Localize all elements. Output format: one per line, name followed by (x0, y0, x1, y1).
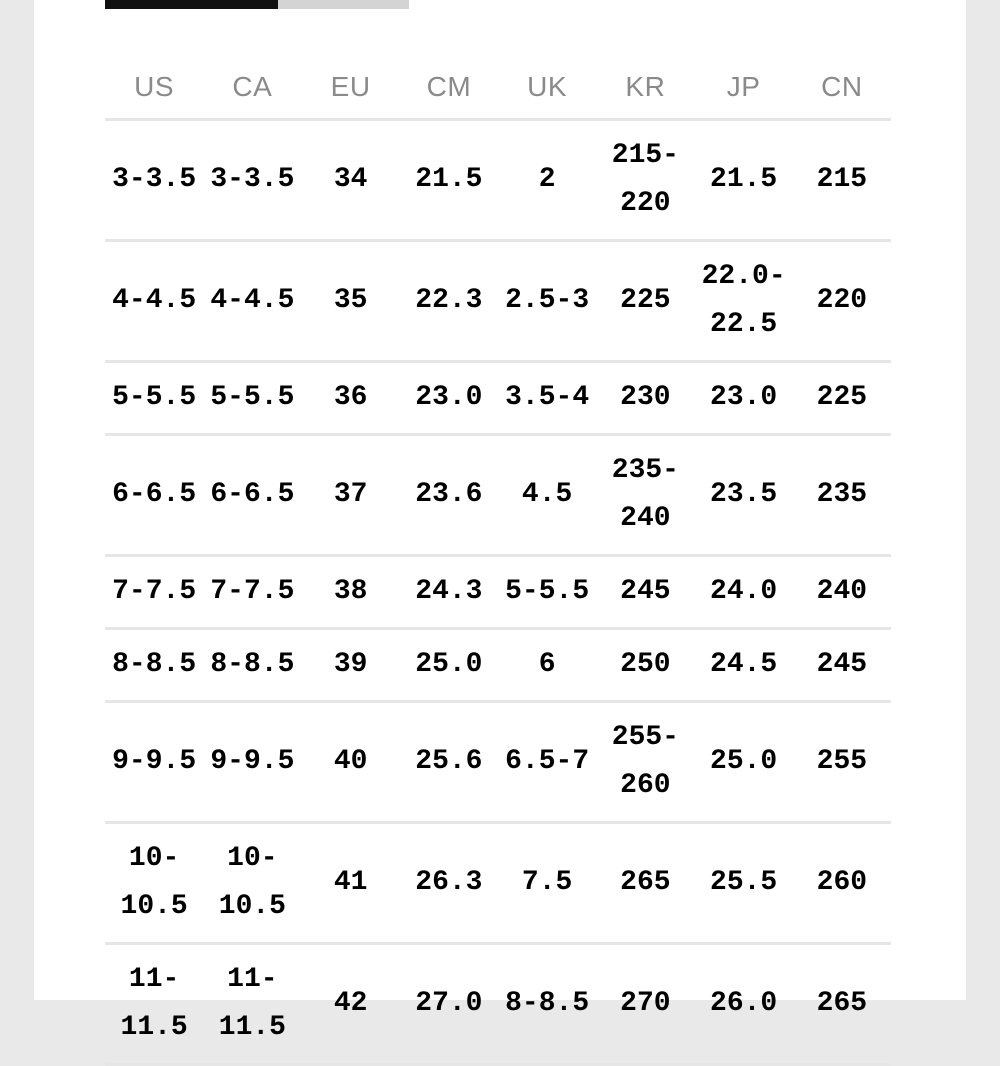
cell-text: 10.5 (218, 891, 286, 922)
cell-text: 2.5-3 (505, 285, 590, 316)
cell-text: 42 (333, 988, 368, 1019)
cell-cm (400, 556, 498, 629)
cell-text: 7.5 (521, 867, 573, 898)
header-jp: JP (695, 56, 793, 120)
cell-kr (596, 241, 694, 362)
cell-text: 235 (816, 479, 868, 510)
cell-kr (596, 435, 694, 556)
cell-text: 23.5 (710, 479, 778, 510)
cell-text: 21.5 (710, 164, 778, 195)
cell-text: 5-5.5 (112, 382, 197, 413)
header-uk: UK (498, 56, 596, 120)
cell-cm (400, 944, 498, 1065)
cell-text: 11- (128, 964, 180, 995)
cell-us (105, 241, 203, 362)
cell-text: 4-4.5 (210, 285, 295, 316)
cell-cn (793, 556, 891, 629)
cell-text: 36 (333, 382, 368, 413)
cell-text: 3-3.5 (210, 164, 295, 195)
cell-kr (596, 629, 694, 702)
cell-text: 4.5 (521, 479, 573, 510)
cell-text: 22.3 (415, 285, 483, 316)
cell-text: 240 (620, 503, 671, 534)
cell-ca (203, 241, 301, 362)
cell-text: 215 (816, 164, 868, 195)
cell-text: 255- (611, 722, 679, 753)
cell-text: 265 (816, 988, 868, 1019)
cell-text: 11.5 (218, 1012, 286, 1043)
cell-text: 5-5.5 (505, 576, 590, 607)
cell-eu (302, 241, 400, 362)
cell-us (105, 944, 203, 1065)
cell-text: 35 (333, 285, 368, 316)
cell-text: 10.5 (120, 891, 188, 922)
cell-uk (498, 362, 596, 435)
table-row (105, 120, 891, 241)
header-us: US (105, 56, 203, 120)
cell-cn (793, 823, 891, 944)
cell-text: 220 (816, 285, 868, 316)
cell-cm (400, 435, 498, 556)
cell-text: 245 (620, 576, 671, 607)
cell-cm (400, 702, 498, 823)
cell-text: 265 (620, 867, 671, 898)
cell-kr (596, 362, 694, 435)
cell-text: 22.5 (710, 309, 778, 340)
size-conversion-table (105, 56, 891, 1066)
cell-text: 240 (816, 576, 868, 607)
cell-eu (302, 120, 400, 241)
header-cn: CN (793, 56, 891, 120)
table-body (105, 120, 891, 1065)
cell-text: 6-6.5 (112, 479, 197, 510)
cell-text: 23.6 (415, 479, 483, 510)
cell-text: 25.5 (710, 867, 778, 898)
cell-eu (302, 702, 400, 823)
cell-text: 11.5 (120, 1012, 188, 1043)
cell-kr (596, 556, 694, 629)
cell-ca (203, 362, 301, 435)
cell-text: 250 (620, 649, 671, 680)
cell-text: 39 (333, 649, 368, 680)
cell-jp (695, 362, 793, 435)
cell-cn (793, 702, 891, 823)
cell-uk (498, 944, 596, 1065)
cell-cn (793, 944, 891, 1065)
cell-cn (793, 435, 891, 556)
cell-eu (302, 823, 400, 944)
size-chart-page (34, 0, 966, 1043)
cell-kr (596, 944, 694, 1065)
cell-text: 24.3 (415, 576, 483, 607)
cell-text: 40 (333, 746, 368, 777)
cell-text: 24.0 (710, 576, 778, 607)
cell-cm (400, 362, 498, 435)
cell-text: 37 (333, 479, 368, 510)
cell-text: 10- (227, 843, 278, 874)
table-row (105, 944, 891, 1065)
cell-text: 220 (620, 188, 671, 219)
cell-text: 38 (333, 576, 368, 607)
cell-text: 10- (128, 843, 180, 874)
cell-text: 26.3 (415, 867, 483, 898)
cell-text: 9-9.5 (210, 746, 295, 777)
cell-text: 41 (333, 867, 368, 898)
cell-us (105, 362, 203, 435)
table-row (105, 629, 891, 702)
table-row (105, 362, 891, 435)
cell-ca (203, 435, 301, 556)
cell-text: 235- (611, 455, 679, 486)
table-row (105, 241, 891, 362)
cell-text: 5-5.5 (210, 382, 295, 413)
header-ca: CA (203, 56, 301, 120)
cell-uk (498, 629, 596, 702)
cell-jp (695, 823, 793, 944)
cell-kr (596, 702, 694, 823)
cell-jp (695, 944, 793, 1065)
cell-text: 25.0 (415, 649, 483, 680)
cell-text: 255 (816, 746, 868, 777)
table-row (105, 556, 891, 629)
cell-uk (498, 241, 596, 362)
cell-ca (203, 556, 301, 629)
cell-uk (498, 823, 596, 944)
progress-bar-fill (105, 0, 278, 9)
header-eu: EU (302, 56, 400, 120)
cell-ca (203, 702, 301, 823)
cell-uk (498, 120, 596, 241)
cell-text: 8-8.5 (210, 649, 295, 680)
cell-text: 270 (620, 988, 671, 1019)
cell-text: 3-3.5 (112, 164, 197, 195)
cell-text: 11- (227, 964, 278, 995)
cell-cn (793, 629, 891, 702)
cell-text: 9-9.5 (112, 746, 197, 777)
cell-cn (793, 362, 891, 435)
table-row (105, 702, 891, 823)
cell-us (105, 435, 203, 556)
cell-text: 245 (816, 649, 868, 680)
cell-ca (203, 944, 301, 1065)
cell-text: 24.5 (710, 649, 778, 680)
table-header-row (105, 56, 891, 120)
cell-text: 25.0 (710, 746, 778, 777)
cell-text: 27.0 (415, 988, 483, 1019)
cell-text: 8-8.5 (112, 649, 197, 680)
cell-uk (498, 702, 596, 823)
cell-jp (695, 241, 793, 362)
cell-text: 8-8.5 (505, 988, 590, 1019)
cell-us (105, 629, 203, 702)
cell-jp (695, 556, 793, 629)
cell-kr (596, 823, 694, 944)
cell-text: 260 (816, 867, 868, 898)
cell-text: 26.0 (710, 988, 778, 1019)
header-cm: CM (400, 56, 498, 120)
cell-ca (203, 823, 301, 944)
cell-us (105, 556, 203, 629)
cell-eu (302, 556, 400, 629)
cell-text: 23.0 (710, 382, 778, 413)
cell-cm (400, 629, 498, 702)
cell-us (105, 120, 203, 241)
cell-cm (400, 823, 498, 944)
cell-eu (302, 629, 400, 702)
table-row (105, 823, 891, 944)
cell-us (105, 702, 203, 823)
cell-kr (596, 120, 694, 241)
cell-text: 215- (611, 140, 679, 171)
cell-text: 7-7.5 (112, 576, 197, 607)
table-row (105, 435, 891, 556)
cell-text: 7-7.5 (210, 576, 295, 607)
cell-uk (498, 435, 596, 556)
cell-cm (400, 120, 498, 241)
cell-cn (793, 120, 891, 241)
cell-text: 260 (620, 770, 671, 801)
cell-ca (203, 120, 301, 241)
cell-jp (695, 120, 793, 241)
cell-text: 225 (816, 382, 868, 413)
cell-text: 34 (333, 164, 368, 195)
cell-eu (302, 944, 400, 1065)
cell-text: 25.6 (415, 746, 483, 777)
cell-text: 6.5-7 (505, 746, 590, 777)
cell-jp (695, 435, 793, 556)
cell-text: 21.5 (415, 164, 483, 195)
cell-eu (302, 435, 400, 556)
cell-text: 2 (538, 164, 556, 195)
cell-cn (793, 241, 891, 362)
cell-us (105, 823, 203, 944)
cell-text: 4-4.5 (112, 285, 197, 316)
cell-text: 230 (620, 382, 671, 413)
progress-bar (105, 0, 409, 9)
cell-jp (695, 629, 793, 702)
cell-jp (695, 702, 793, 823)
cell-text: 22.0- (701, 261, 786, 292)
cell-uk (498, 556, 596, 629)
cell-text: 225 (620, 285, 671, 316)
cell-eu (302, 362, 400, 435)
cell-text: 6-6.5 (210, 479, 295, 510)
cell-ca (203, 629, 301, 702)
header-kr: KR (596, 56, 694, 120)
cell-text: 3.5-4 (505, 382, 590, 413)
cell-text: 23.0 (415, 382, 483, 413)
cell-cm (400, 241, 498, 362)
cell-text: 6 (538, 649, 556, 680)
